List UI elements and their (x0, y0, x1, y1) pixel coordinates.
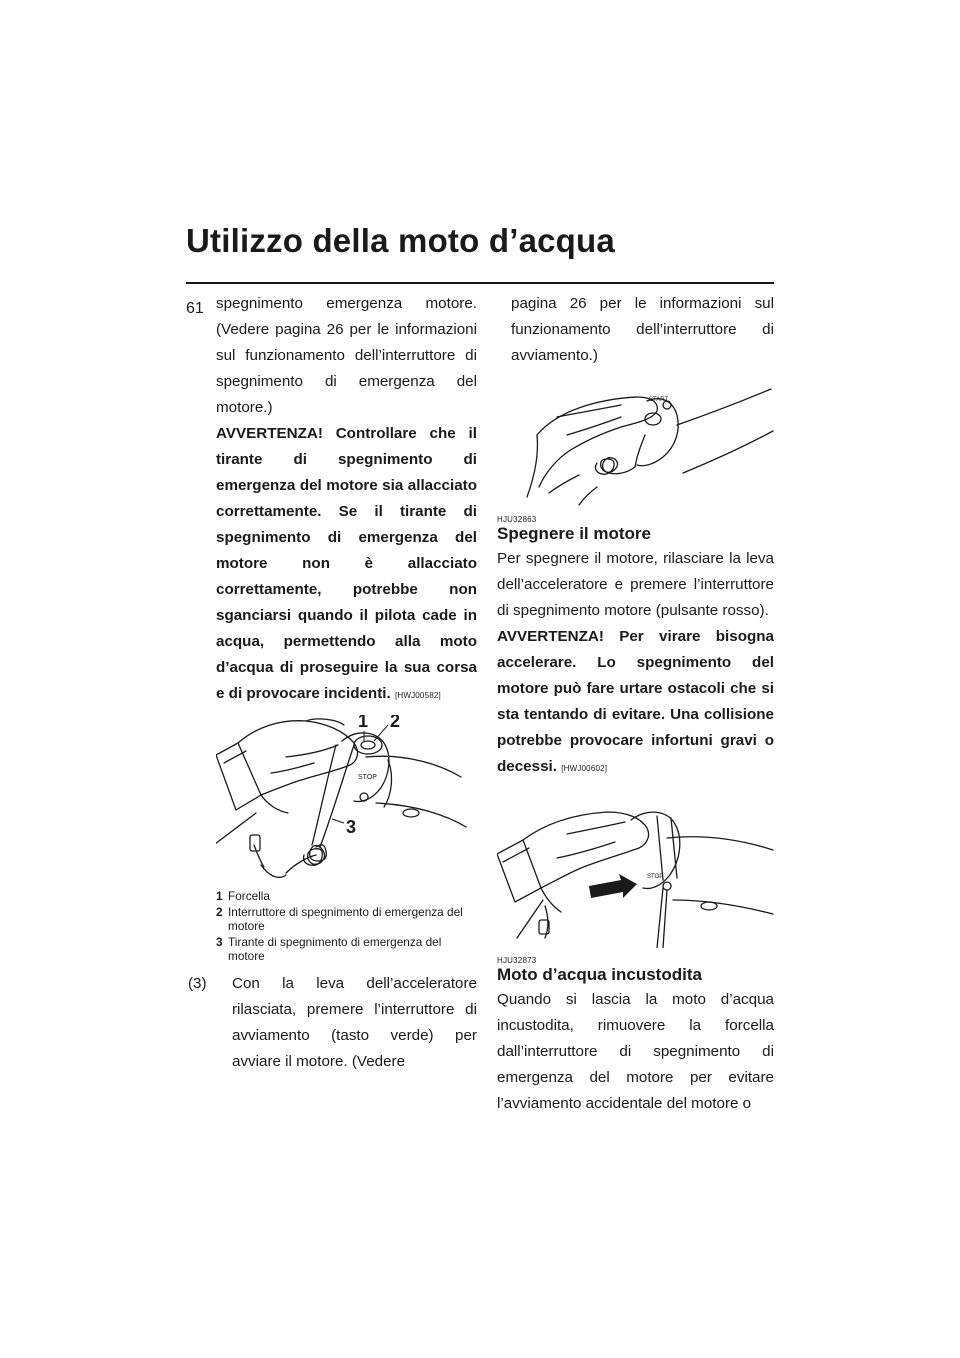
section-code: HJU32873 (497, 956, 537, 965)
caption-item (216, 935, 477, 963)
arrow-icon (589, 874, 637, 898)
right-warning-text: AVVERTENZA! Per virare bisogna accelerare. Lo spegnimento del motore può fare urtare ostacoli che si sta tentando di evitare. Una collisione potrebbe provocare infortuni gravi o decessi. (497, 628, 774, 775)
section-body: Quando si lascia la moto d’acqua incustodita, rimuovere la forcella dall’interruttore di spegnimento di emergenza del motore per evitare l’avviamento accidentale del motore o (497, 991, 774, 1112)
caption-text: Forcella (228, 889, 270, 903)
stop-switch-illustration (497, 788, 774, 948)
left-warning-code: [HWJ00582] (394, 691, 441, 700)
left-intro-paragraph: spegnimento emergenza motore. (Vedere pagina 26 per le informazioni sul funzionamento dell’interruttore di spegnimento di emergenza del motore.) (216, 295, 477, 416)
section-title-unattended: Moto d’acqua incustodita (497, 965, 702, 984)
fig-stop-label-2: STOP (647, 874, 664, 880)
caption-text: Tirante di spegnimento di emergenza del motore (228, 935, 442, 963)
left-warning-text: AVVERTENZA! Controllare che il tirante di spegnimento di emergenza del motore sia allacciato correttamente. Se il tirante di spegnimento di emergenza del motore non è allacciato correttamente, potrebbe non sganciarsi quando il pilota cade in acqua, permettendo alla moto d’acqua di proseguire la sua corsa e di provocare incidenti. (216, 425, 477, 702)
callout-3: 3 (346, 817, 357, 837)
right-warning-code: [HWJ00602] (561, 764, 608, 773)
section-title-stop-engine: Spegnere il motore (497, 524, 651, 543)
right-column (497, 291, 774, 1117)
step-text: Con la leva dell’acceleratore rilasciata, premere l’interruttore di avviamento (tasto verde) per avviare il motore. (Vedere (232, 975, 477, 1070)
step-3 (188, 971, 477, 1075)
caption-number: 3 (216, 935, 223, 949)
fig-start-label: START (649, 397, 669, 403)
section-body: Per spegnere il motore, rilasciare la leva dell’acceleratore e premere l’interruttore di spegnimento motore (pulsante rosso). (497, 550, 774, 619)
caption-item (216, 889, 477, 903)
caption-item (216, 905, 477, 933)
caption-text: Interruttore di spegnimento di emergenza del motore (228, 905, 463, 933)
page-number: 61 (186, 300, 204, 317)
fig-stop-label: STOP (358, 774, 377, 781)
callout-1: 1 (358, 715, 369, 731)
step-number: (3) (188, 975, 207, 992)
right-intro-paragraph: pagina 26 per le informazioni sul funzionamento dell’interruttore di avviamento.) (511, 295, 774, 364)
figure-captions (216, 889, 477, 963)
lanyard-clip-illustration (216, 715, 477, 887)
right-warning (497, 624, 774, 782)
caption-number: 2 (216, 905, 223, 919)
caption-number: 1 (216, 889, 223, 903)
title-rule (186, 282, 774, 284)
left-warning (216, 421, 477, 709)
callout-2: 2 (390, 715, 401, 731)
section-code: HJU32863 (497, 515, 537, 524)
start-switch-illustration (497, 375, 774, 507)
page-title: Utilizzo della moto d’acqua (186, 222, 615, 259)
